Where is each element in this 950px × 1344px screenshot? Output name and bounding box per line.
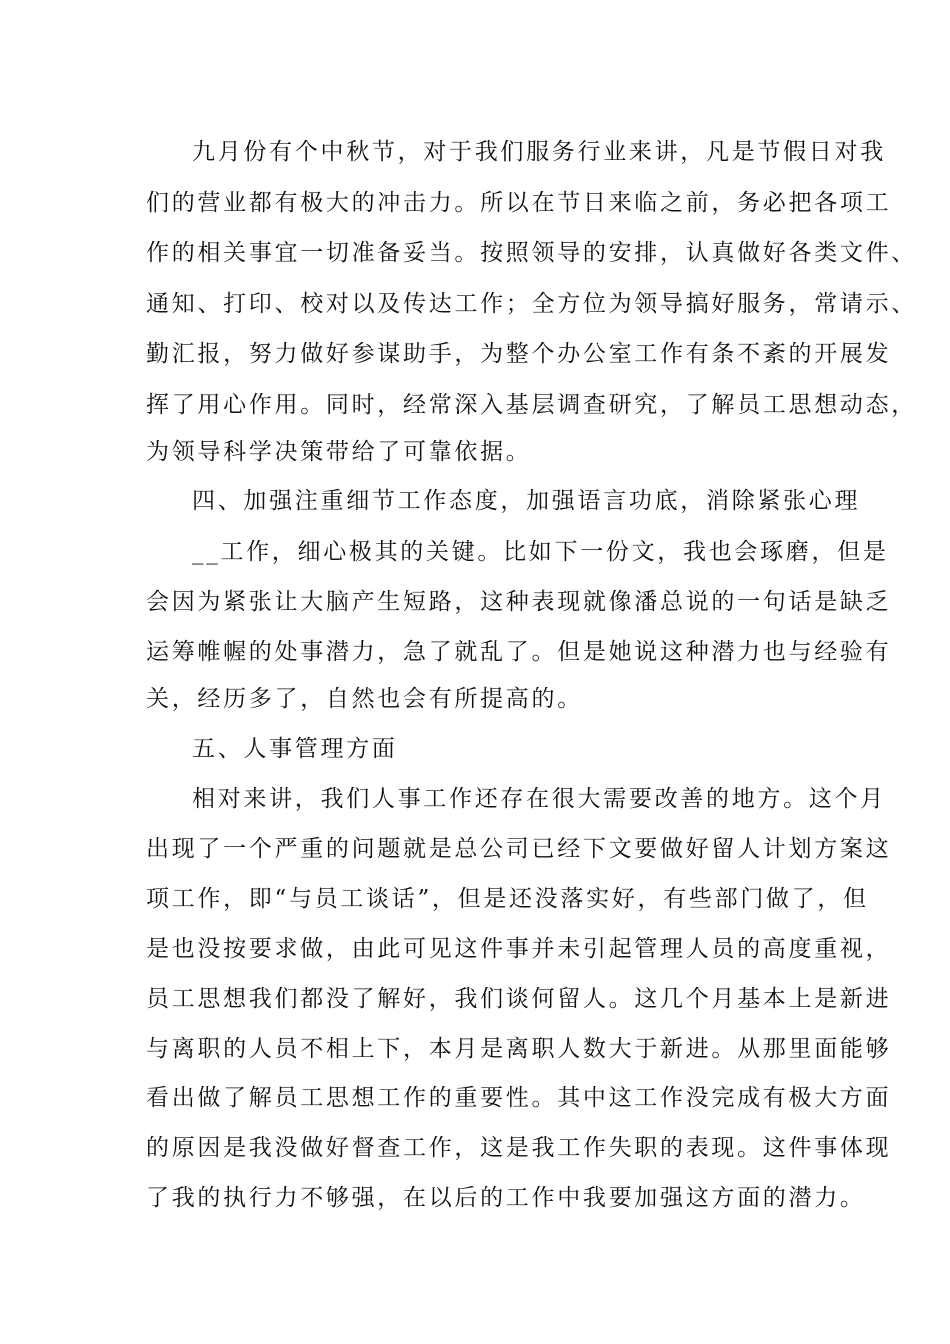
- section-heading: 五、人事管理方面: [192, 736, 398, 762]
- text-line: 了我的执行力不够强，在以后的工作中我要加强这方面的潜力。: [146, 1185, 866, 1211]
- text-line: 通知、打印、校对以及传达工作；全方位为领导搞好服务，常请示、: [146, 291, 917, 317]
- text-line: 关，经历多了，自然也会有所提高的。: [146, 686, 583, 712]
- text-line: 挥了用心作用。同时，经常深入基层调查研究，了解员工思想动态，: [146, 392, 917, 418]
- text-line: 运筹帷幄的处事潜力，急了就乱了。但是她说这种潜力也与经验有: [146, 639, 892, 665]
- text-line: 的原因是我没做好督查工作，这是我工作失职的表现。这件事体现: [146, 1135, 892, 1161]
- text-line: 们的营业都有极大的冲击力。所以在节日来临之前，务必把各项工: [146, 190, 892, 216]
- text-line: 项工作，即“与员工谈话”，但是还没落实好，有些部门做了，但: [146, 886, 869, 912]
- text-line: 与离职的人员不相上下，本月是离职人数大于新进。从那里面能够: [146, 1036, 892, 1062]
- text-line: 员工思想我们都没了解好，我们谈何留人。这几个月基本上是新进: [146, 986, 892, 1012]
- text-line: 九月份有个中秋节，对于我们服务行业来讲，凡是节假日对我: [192, 139, 886, 165]
- text-line: 勤汇报，努力做好参谋助手，为整个办公室工作有条不紊的开展发: [146, 341, 892, 367]
- text-line: __工作，细心极其的关键。比如下一份文，我也会琢磨，但是: [192, 539, 889, 565]
- section-heading: 四、加强注重细节工作态度，加强语言功底，消除紧张心理: [192, 488, 861, 514]
- text-line: 相对来讲，我们人事工作还存在很大需要改善的地方。这个月: [192, 786, 886, 812]
- text-line: 是也没按要求做，由此可见这件事并未引起管理人员的高度重视，: [146, 936, 892, 962]
- text-line: 出现了一个严重的问题就是总公司已经下文要做好留人计划方案这: [146, 836, 892, 862]
- text-line: 看出做了解员工思想工作的重要性。其中这工作没完成有极大方面: [146, 1085, 892, 1111]
- text-line: 作的相关事宜一切准备妥当。按照领导的安排，认真做好各类文件、: [146, 240, 917, 266]
- text-line: 会因为紧张让大脑产生短路，这种表现就像潘总说的一句话是缺乏: [146, 589, 892, 615]
- text-line: 为领导科学决策带给了可靠依据。: [146, 439, 532, 465]
